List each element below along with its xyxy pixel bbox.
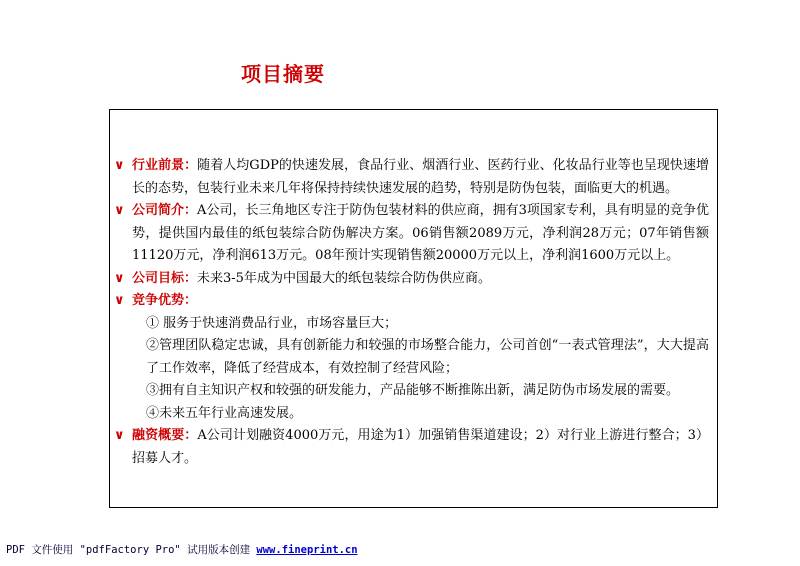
section-company-profile — [110, 200, 709, 268]
section-label: 行业前景： — [132, 158, 198, 173]
section-competitive-advantage — [110, 290, 709, 313]
section-financing-summary — [110, 425, 709, 470]
advantage-item: ②管理团队稳定忠诚，具有创新能力和较强的市场整合能力，公司首创“一表式管理法”，大大提高了工作效率，降低了经营成本，有效控制了经营风险； — [146, 338, 709, 376]
section-text: 随着人均GDP的快速发展，食品行业、烟酒行业、医药行业、化妆品行业等也呈现快速增长的态势，包装行业未来几年将保持持续快速发展的趋势，特别是防伪包装，面临更大的机遇。 — [132, 158, 709, 196]
chevron-down-icon: ∨ — [114, 270, 125, 286]
section-label: 公司目标： — [132, 270, 198, 286]
advantage-item: ④未来五年行业高速发展。 — [146, 405, 303, 421]
pdf-footer — [6, 542, 358, 557]
advantage-item: ① 服务于快速消费品行业，市场容量巨大； — [146, 315, 398, 331]
chevron-down-icon: ∨ — [114, 428, 125, 443]
section-text: 未来3-5年成为中国最大的纸包装综合防伪供应商。 — [197, 270, 491, 286]
chevron-down-icon: ∨ — [114, 158, 125, 173]
section-label: 融资概要： — [132, 428, 198, 443]
summary-box — [109, 109, 718, 508]
section-label: 公司简介： — [132, 203, 198, 218]
advantage-item: ③拥有自主知识产权和较强的研发能力，产品能够不断推陈出新，满足防伪市场发展的需要。 — [146, 383, 680, 398]
section-industry-outlook — [110, 155, 709, 200]
section-company-goal — [110, 268, 709, 291]
footer-link[interactable]: www.fineprint.cn — [256, 544, 358, 556]
section-text: A公司，长三角地区专注于防伪包装材料的供应商，拥有3项国家专利，具有明显的竞争优势，提供国内最佳的纸包装综合防伪解决方案。06销售额2089万元，净利润28万元；07年销售额11120万元，净利润613万元。08年预计实现销售额20000万元以上，净利润1600万元以上。 — [132, 203, 709, 263]
summary-content — [110, 155, 709, 470]
footer-text: PDF 文件使用 "pdfFactory Pro" 试用版本创建 — [6, 544, 257, 556]
section-text: A公司计划融资4000万元，用途为1）加强销售渠道建设；2）对行业上游进行整合；3）招募人才。 — [132, 428, 709, 466]
page-title: 项目摘要 — [241, 62, 325, 86]
chevron-down-icon: ∨ — [114, 203, 125, 218]
chevron-down-icon: ∨ — [114, 293, 125, 308]
section-label: 竞争优势： — [132, 293, 198, 308]
